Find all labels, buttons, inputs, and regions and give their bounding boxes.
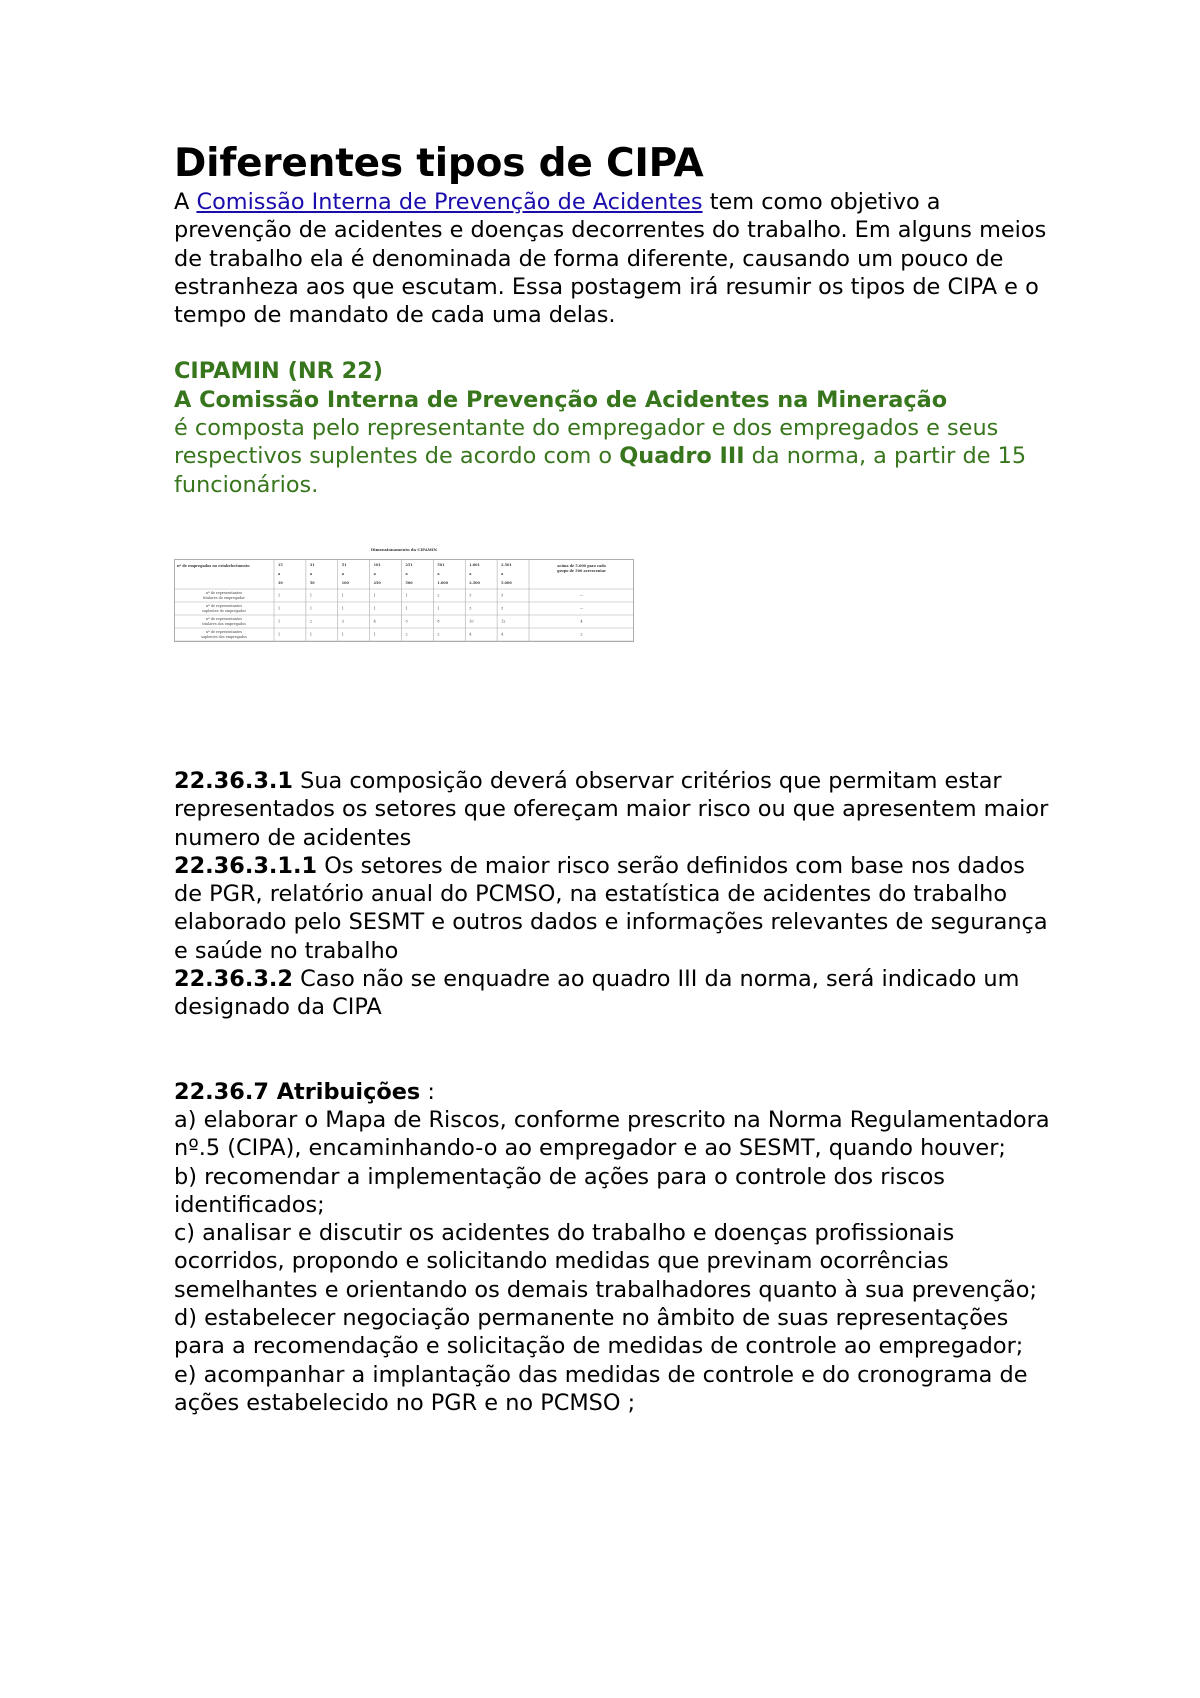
table-row-label-line1: nº de representantes (205, 629, 243, 634)
table-cell-extra: — (579, 593, 584, 598)
table-header-to: 30 (278, 580, 283, 585)
table-row-label-line2: titulares dos empregados (202, 621, 246, 626)
table-header-to: 500 (405, 580, 413, 585)
table-cell: 1 (341, 593, 344, 598)
table-cell: 1 (341, 632, 344, 637)
norm-item-code: 22.36.3.2 (174, 966, 293, 993)
attribution-item: d) estabelecer negociação permanente no âmbito de suas representações para a recomendação e solicitação de medidas de controle ao empregador; (174, 1305, 1024, 1360)
intro-suffix: tem como objetivo a prevenção de acidentes e doenças decorrentes do trabalho. Em alguns meios de trabalho ela é denominada de forma diferente, causando um pouco de estranheza aos que escutam. Essa postagem irá resumir os tipos de CIPA e o tempo de mandato de cada uma delas. (174, 189, 1047, 329)
table-row-label-line1: nº de representantes (205, 616, 243, 621)
table-cell: 10 (469, 619, 474, 624)
attribution-item: a) elaborar o Mapa de Riscos, conforme prescrito na Norma Regulamentadora nº.5 (CIPA), encaminhando-o ao empregador e ao SESMT, quando houver; (174, 1106, 1050, 1162)
norm-item (174, 852, 1054, 965)
table-cell: 2 (437, 593, 440, 598)
table-cell: 1 (405, 606, 408, 611)
table-header-from: 51 (341, 562, 347, 567)
table-cell: 1 (278, 593, 281, 598)
table-cell: 5 (405, 619, 408, 624)
table-cell: 4 (501, 632, 504, 637)
cipamin-text-before: é composta pelo representante do empregador e dos empregados e seus respectivos suplentes de acordo com o (174, 415, 999, 470)
table-cell: 2 (437, 632, 440, 637)
table-header-from: 501 (437, 562, 445, 567)
table-header-sep: a (278, 571, 281, 576)
attribution-item: b) recomendar a implementação de ações para o controle dos riscos identificados; (174, 1163, 945, 1218)
table-row-label-line2: titulares do empregador (203, 595, 245, 600)
cipamin-table-graphic (174, 543, 634, 645)
norm-item-text: Caso não se enquadre ao quadro III da norma, será indicado um designado da CIPA (174, 966, 1020, 1021)
table-header-from: 101 (373, 562, 381, 567)
table-cell-extra: 2 (580, 632, 583, 637)
document-title: Diferentes tipos de CIPA (174, 141, 704, 186)
table-header-to: 2.500 (469, 580, 480, 585)
table-header-from: 15 (278, 562, 283, 567)
table-header-sep: a (373, 571, 376, 576)
table-header-to: 5.000 (501, 580, 512, 585)
intro-prefix: A (174, 189, 197, 215)
norm-item-code: 22.36.3.1.1 (174, 852, 318, 879)
table-cell: 1 (278, 632, 281, 637)
table-cell: 1 (278, 606, 281, 611)
table-cell: 3 (501, 593, 504, 598)
quadro-reference: Quadro III (619, 443, 745, 470)
attributions-heading (174, 1078, 1054, 1106)
table-cell: 1 (373, 632, 376, 637)
table-header-sep: a (309, 571, 313, 576)
cipamin-description (174, 386, 1054, 499)
table-row-label-line2: suplentes do empregador (202, 608, 246, 613)
attributions-title: 22.36.7 Atribuições (174, 1078, 421, 1105)
norm-item-code: 22.36.3.1 (174, 767, 293, 794)
table-header-last-line1: acima de 5.000 para cada (557, 563, 606, 568)
table-cell: 3 (341, 619, 344, 624)
table-cell: 2 (405, 632, 408, 637)
table-cell: 1 (309, 606, 313, 611)
table-caption: Dimensionamento da CIPAMIN (370, 546, 438, 552)
cipamin-subheading: A Comissão Interna de Prevenção de Acidentes na Mineração (174, 386, 948, 413)
table-cell: 4 (469, 632, 472, 637)
table-cell: 3 (469, 593, 472, 598)
cipamin-heading: CIPAMIN (NR 22) (174, 358, 383, 385)
cipamin-table-image (174, 543, 634, 645)
table-cell: 3 (469, 606, 472, 611)
table-cell: 3 (501, 606, 504, 611)
table-header-to: 250 (373, 580, 381, 585)
table-header-to: 50 (309, 580, 315, 585)
table-header-sep: a (341, 571, 344, 576)
attributions-colon: : (420, 1078, 435, 1105)
table-row-label-line2: suplentes dos empregados (201, 634, 247, 639)
norm-item (174, 767, 1054, 852)
table-header-to: 1.000 (437, 580, 448, 585)
table-row-label-line1: nº de representantes (205, 590, 243, 595)
table-cell: 2 (309, 619, 313, 624)
table-header-last-line2: grupo de 500 acrescentar (557, 568, 606, 573)
table-cell: 1 (309, 593, 313, 598)
table-cell: 1 (373, 593, 376, 598)
cipa-link[interactable]: Comissão Interna de Prevenção de Acidentes (196, 189, 703, 215)
table-cell-extra: 4 (580, 619, 583, 624)
document-page (174, 140, 1054, 1417)
table-cell: 8 (437, 619, 440, 624)
table-header-from: 2.501 (501, 562, 512, 567)
norm-items (174, 767, 1054, 1022)
table-header-first: nº de empregados no estabelecimento (177, 563, 250, 568)
attribution-item: e) acompanhar a implantação das medidas de controle e do cronograma de ações estabelecido no PGR e no PCMSO ; (174, 1361, 1028, 1416)
table-header-sep: a (405, 571, 408, 576)
table-header-to: 100 (341, 580, 349, 585)
table-header-from: 31 (309, 562, 315, 567)
table-cell: 1 (405, 593, 408, 598)
table-cell: 1 (341, 606, 344, 611)
intro-paragraph (174, 188, 1054, 329)
table-cell-extra: — (579, 606, 584, 611)
attribution-item: c) analisar e discutir os acidentes do trabalho e doenças profissionais ocorridos, propondo e solicitando medidas que previnam ocorrências semelhantes e orientando os demais trabalhadores quanto à sua prevenção; (174, 1220, 1037, 1303)
table-cell: 1 (309, 632, 313, 637)
table-header-from: 1.001 (469, 562, 480, 567)
table-header-sep: a (437, 571, 440, 576)
table-row-label-line1: nº de representantes (205, 603, 243, 608)
norm-item-text: Os setores de maior risco serão definidos com base nos dados de PGR, relatório anual do PCMSO, na estatística de acidentes do trabalho elaborado pelo SESMT e outros dados e informações relevantes de segurança e saúde no trabalho (174, 852, 1048, 964)
table-header-sep: a (501, 571, 504, 576)
table-header-sep: a (469, 571, 472, 576)
table-cell: 12 (501, 619, 506, 624)
table-header-from: 251 (405, 562, 413, 567)
table-cell: 1 (278, 619, 281, 624)
norm-item (174, 965, 1054, 1022)
table-cell: 1 (437, 606, 440, 611)
table-cell: 4 (373, 619, 376, 624)
attributions-section (174, 1078, 1054, 1418)
cipamin-text-after: da norma, a partir de 15 funcionários. (174, 443, 1027, 498)
table-cell: 1 (373, 606, 376, 611)
norm-item-text: Sua composição deverá observar critérios que permitam estar representados os setores que ofereçam maior risco ou que apresentem maior numero de acidentes (174, 767, 1049, 851)
